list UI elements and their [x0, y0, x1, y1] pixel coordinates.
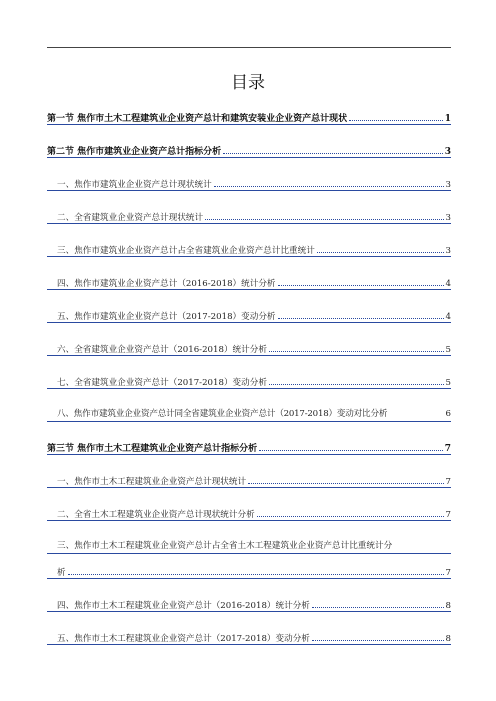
- toc-page-number: 3: [445, 246, 451, 256]
- toc-leader: [257, 506, 444, 517]
- toc-page-number: 8: [445, 601, 451, 611]
- toc-entry-text: 三、焦作市建筑业企业资产总计占全省建筑业企业资产总计比重统计: [57, 246, 315, 256]
- toc-entry-text: 析: [57, 568, 66, 578]
- toc-page-number: 5: [445, 345, 451, 355]
- toc-entry[interactable]: [47, 374, 451, 388]
- toc-entry-text: 七、全省建筑业企业资产总计（2017-2018）变动分析: [57, 378, 267, 388]
- toc-entry-text: 八、焦作市建筑业企业资产总计同全省建筑业企业资产总计（2017-2018）变动对比分析: [57, 409, 388, 419]
- toc-page-number: 3: [445, 213, 451, 223]
- toc-entry-text: 一、焦作市建筑业企业资产总计现状统计: [57, 180, 212, 190]
- toc-entry-text: 六、全省建筑业企业资产总计（2016-2018）统计分析: [57, 345, 267, 355]
- toc-entry-text: 三、焦作市土木工程建筑业企业资产总计占全省土木工程建筑业企业资产总计比重统计分: [57, 541, 393, 551]
- toc-entry-wrapped-line[interactable]: [47, 539, 451, 553]
- toc-entry[interactable]: [47, 143, 451, 157]
- toc-entry[interactable]: [47, 407, 451, 421]
- toc-leader: [223, 143, 443, 154]
- toc-entry[interactable]: [47, 242, 451, 256]
- toc-page-number: 5: [445, 378, 451, 388]
- toc-leader: [248, 473, 443, 484]
- toc-entry-text: 五、焦作市土木工程建筑业企业资产总计（2017-2018）变动分析: [57, 634, 310, 644]
- toc-entry[interactable]: [47, 473, 451, 487]
- toc-leader: [278, 275, 444, 286]
- toc-entry-text: 第三节 焦作市土木工程建筑业企业资产总计指标分析: [47, 444, 258, 454]
- toc-leader: [259, 440, 443, 451]
- toc-page-number: 4: [445, 312, 451, 322]
- toc-entry[interactable]: [47, 564, 451, 578]
- toc-entry-text: 五、焦作市建筑业企业资产总计（2017-2018）变动分析: [57, 312, 276, 322]
- toc-page-number: 3: [444, 147, 451, 157]
- toc-page-number: 7: [445, 477, 451, 487]
- toc-entry-text: 第二节 焦作市建筑业企业资产总计指标分析: [47, 147, 222, 157]
- toc-entry[interactable]: [47, 630, 451, 644]
- toc-entry[interactable]: [47, 341, 451, 355]
- toc-entry-text: 二、全省建筑业企业资产总计现状统计: [57, 213, 204, 223]
- toc-leader: [312, 630, 444, 641]
- toc-leader: [269, 374, 444, 385]
- toc-page-number: 7: [444, 444, 451, 454]
- toc-page-number: 3: [445, 180, 451, 190]
- toc-entry-text: 一、焦作市土木工程建筑业企业资产总计现状统计: [57, 477, 247, 487]
- toc-page-number: 1: [444, 114, 451, 124]
- toc-entry-text: 第一节 焦作市土木工程建筑业企业资产总计和建筑安装业企业资产总计现状: [47, 114, 348, 124]
- toc-page-number: 4: [445, 279, 451, 289]
- toc-leader: [68, 564, 444, 575]
- toc-page-number: 8: [445, 634, 451, 644]
- header-rule: [47, 47, 451, 48]
- toc-leader: [205, 209, 443, 220]
- toc-entry[interactable]: [47, 209, 451, 223]
- toc-entry[interactable]: [47, 506, 451, 520]
- toc-page-number: 7: [445, 510, 451, 520]
- toc-leader: [349, 110, 443, 121]
- toc-entry[interactable]: [47, 308, 451, 322]
- toc-entry[interactable]: [47, 176, 451, 190]
- toc-page-number: 6: [445, 409, 451, 419]
- toc-leader: [269, 341, 444, 352]
- toc-entry-text: 四、焦作市建筑业企业资产总计（2016-2018）统计分析: [57, 279, 276, 289]
- toc-leader: [317, 242, 444, 253]
- toc-leader: [312, 597, 444, 608]
- toc-entry[interactable]: [47, 440, 451, 454]
- toc-entry-text: 二、全省土木工程建筑业企业资产总计现状统计分析: [57, 510, 255, 520]
- toc-entry-text: 四、焦作市土木工程建筑业企业资产总计（2016-2018）统计分析: [57, 601, 310, 611]
- toc-title: 目录: [231, 73, 265, 93]
- toc-entry[interactable]: [47, 110, 451, 124]
- toc-entry[interactable]: [47, 275, 451, 289]
- toc-entry[interactable]: [47, 597, 451, 611]
- table-of-contents: [47, 110, 451, 644]
- toc-leader: [278, 308, 444, 319]
- toc-leader: [214, 176, 444, 187]
- toc-page-number: 7: [445, 568, 451, 578]
